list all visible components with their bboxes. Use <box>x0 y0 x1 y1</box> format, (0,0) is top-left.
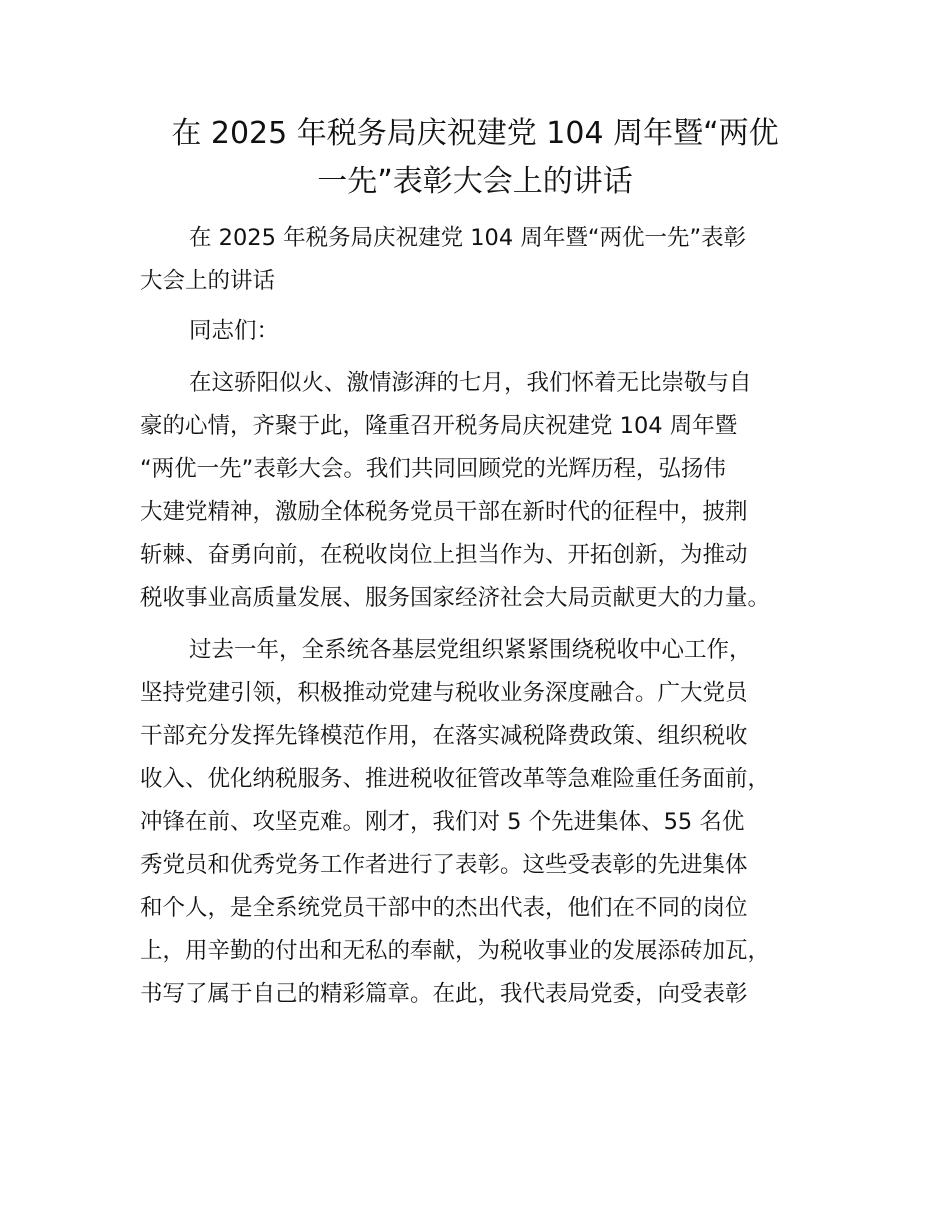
text-line: 大会上的讲话 <box>140 268 276 294</box>
text-line: 收入、优化纳税服务、推进税收征管改革等急难险重任务面前， <box>140 766 771 792</box>
text-line: 过去一年，全系统各基层党组织紧紧围绕税收中心工作， <box>189 637 752 663</box>
text-line: 书写了属于自己的精彩篇章。在此，我代表局党委，向受表彰 <box>140 981 748 1007</box>
text-line: 冲锋在前、攻坚克难。刚才，我们对 5 个先进集体、55 名优 <box>140 809 745 835</box>
salutation-paragraph <box>140 310 840 353</box>
text-line: 干部充分发挥先锋模范作用，在落实减税降费政策、组织税收 <box>140 723 748 749</box>
text-line: 坚持党建引领，积极推动党建与税收业务深度融合。广大党员 <box>140 680 748 706</box>
text-line: 在 2025 年税务局庆祝建党 104 周年暨“两优一先”表彰 <box>189 225 747 251</box>
review-paragraph <box>140 629 840 1016</box>
text-line: 和个人，是全系统党员干部中的杰出代表，他们在不同的岗位 <box>140 895 748 921</box>
text-line: 大建党精神，激励全体税务党员干部在新时代的征程中，披荆 <box>140 499 748 525</box>
text-line: 在这骄阳似火、激情澎湃的七月，我们怀着无比崇敬与自 <box>189 370 752 396</box>
text-line: 斩棘、奋勇向前，在税收岗位上担当作为、开拓创新，为推动 <box>140 542 748 568</box>
title-line: 一先”表彰大会上的讲话 <box>317 164 633 199</box>
text-line: “两优一先”表彰大会。我们共同回顾党的光辉历程，弘扬伟 <box>140 456 726 482</box>
text-line: 同志们： <box>189 318 280 344</box>
document-title <box>140 110 810 206</box>
text-line: 税收事业高质量发展、服务国家经济社会大局贡献更大的力量。 <box>140 585 771 611</box>
intro-paragraph <box>140 362 840 620</box>
text-line: 秀党员和优秀党务工作者进行了表彰。这些受表彰的先进集体 <box>140 852 748 878</box>
text-line: 豪的心情，齐聚于此，隆重召开税务局庆祝建党 104 周年暨 <box>140 413 738 439</box>
title-line: 在 2025 年税务局庆祝建党 104 周年暨“两优 <box>171 116 779 151</box>
subtitle-paragraph <box>140 217 840 303</box>
text-line: 上，用辛勤的付出和无私的奉献，为税收事业的发展添砖加瓦， <box>140 938 771 964</box>
